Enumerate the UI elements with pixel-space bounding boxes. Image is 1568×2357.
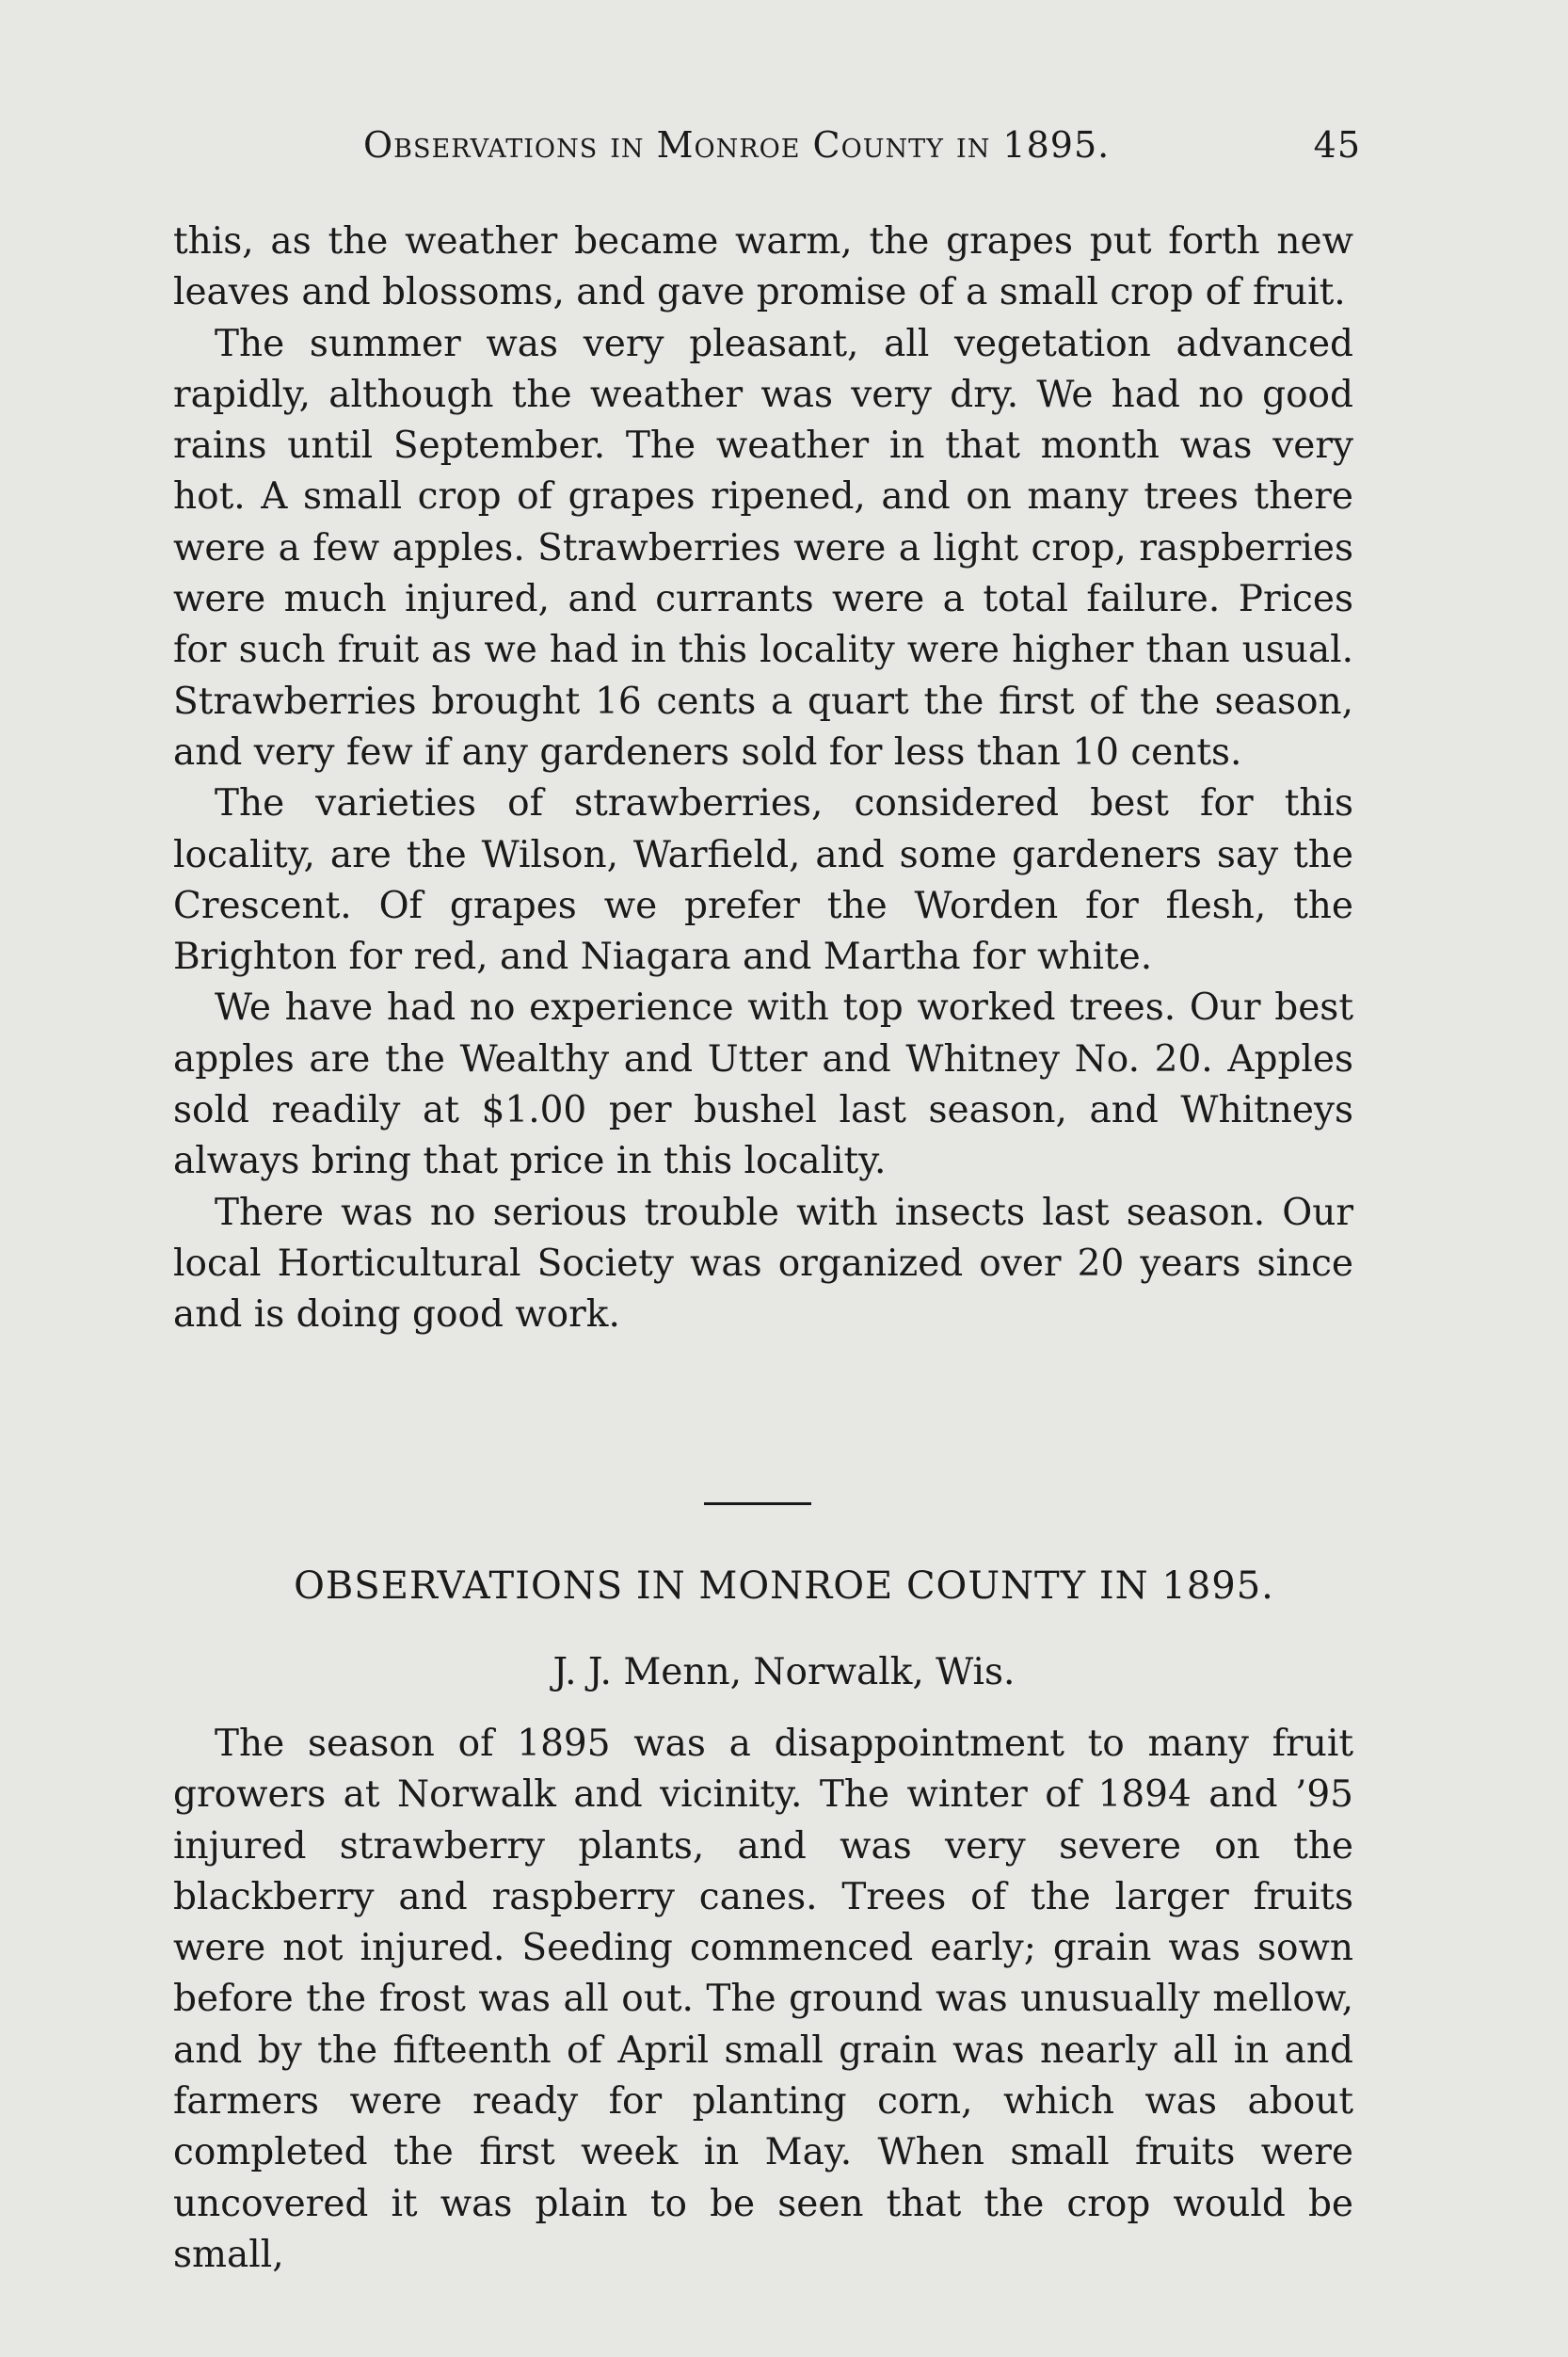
paragraph: The season of 1895 was a disappointment to many fruit growers at Norwalk and vicinity. The winter of 1894 and ’95 injured strawberry plants, and was very severe on the blackberry and raspberry canes. Trees of the larger fruits were not injured. Seeding commenced early; grain was sown before the frost was all out. The ground was unusually mellow, and by the fifteenth of April small grain was nearly all in and farmers were ready for planting corn, which was about completed the first week in May. When small fruits were uncovered it was plain to be seen that the crop would be small, xyxy=(173,1723,1353,2276)
article-byline: J. J. Menn, Norwalk, Wis. xyxy=(552,1651,1016,1693)
article-text xyxy=(173,1719,1353,2281)
paragraph: There was no serious trouble with insects last season. Our local Horticultural Society was organized over 20 years since and is doing good work. xyxy=(173,1191,1353,1337)
paragraph: The summer was very pleasant, all vegetation advanced rapidly, although the weather was very dry. We had no good rains until September. The weather in that month was very hot. A small crop of grapes ripened, and on many trees there were a few apples. Strawberries were a light crop, raspberries were much injured, and currants were a total failure. Prices for such fruit as we had in this locality were higher than usual. Strawberries brought 16 cents a quart the first of the season, and very few if any gardeners sold for less than 10 cents. xyxy=(173,322,1353,774)
paragraph: The varieties of strawberries, considered best for this locality, are the Wilson, Warfield, and some gardeners say the Crescent. Of grapes we prefer the Worden for flesh, the Brighton for red, and Niagara and Martha for white. xyxy=(173,782,1353,979)
running-head-title: Observations in Monroe County in 1895. xyxy=(363,124,1111,166)
article-heading: OBSERVATIONS IN MONROE COUNTY IN 1895. xyxy=(294,1564,1274,1608)
running-head xyxy=(363,124,1361,171)
paragraph: We have had no experience with top worked trees. Our best apples are the Wealthy and Utter and Whitney No. 20. Apples sold readily at $1.00 per bushel last season, and Whitneys always bring that price in this locality. xyxy=(173,986,1353,1183)
page-number: 45 xyxy=(1313,124,1361,166)
paragraph: this, as the weather became warm, the grapes put forth new leaves and blossoms, and gave promise of a small crop of fruit. xyxy=(173,220,1353,314)
continued-article-text xyxy=(173,216,1353,1341)
section-divider xyxy=(704,1502,811,1505)
